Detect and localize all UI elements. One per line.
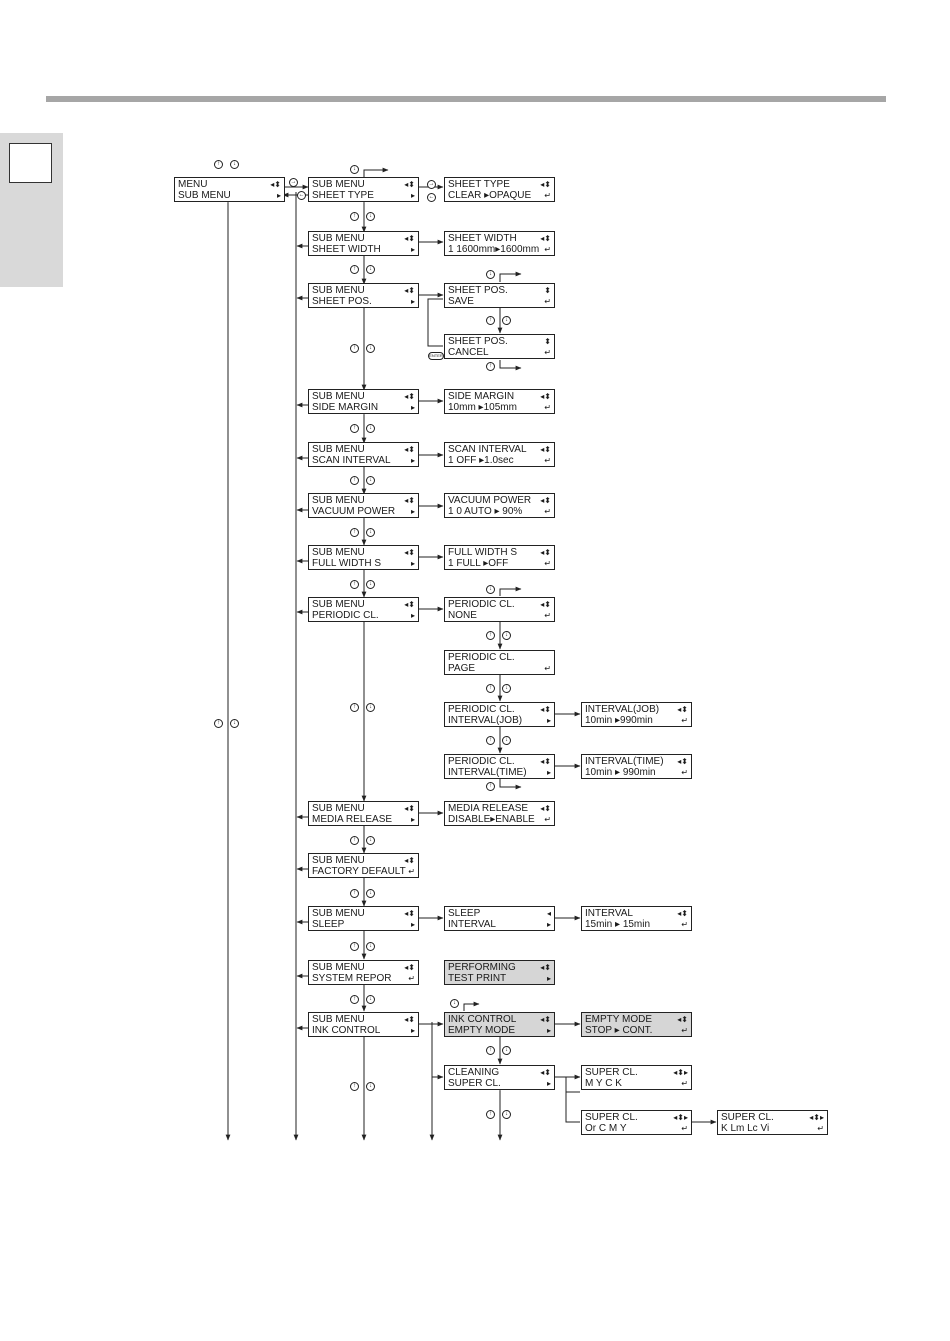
down-key-icon: ↓	[366, 476, 375, 485]
enter-icon: ↵	[544, 245, 551, 254]
enter-icon: ↵	[544, 664, 551, 673]
box-line-1: VACUUM POWER	[448, 495, 532, 506]
down-key-icon: ↓	[502, 1046, 511, 1055]
up-key-icon: ↑	[214, 719, 223, 728]
sheet-type-box	[444, 177, 555, 202]
nav-arrows-icon: ◂⬍	[677, 757, 688, 766]
nav-arrows-icon: ◂⬍	[404, 180, 415, 189]
up-key-icon: ↑	[350, 424, 359, 433]
enter-icon: ↵	[681, 920, 688, 929]
up-key-icon: ↑	[350, 1082, 359, 1091]
sub-factory-default-box	[308, 853, 419, 878]
sub-sleep-box	[308, 906, 419, 931]
nav-arrows-icon: ◂⬍	[540, 600, 551, 609]
nav-arrows-icon: ◂⬍	[540, 1015, 551, 1024]
nav-arrows-icon: ◂⬍	[404, 1015, 415, 1024]
nav-arrows-icon: ◂⬍	[677, 909, 688, 918]
box-line-2: FULL WIDTH S	[312, 558, 382, 569]
box-line-2: SHEET WIDTH	[312, 244, 381, 255]
box-line-1: SCAN INTERVAL	[448, 444, 527, 455]
down-key-icon: ↓	[366, 528, 375, 537]
enter-icon: ↵	[408, 867, 415, 876]
box-line-2: 1 0 AUTO ▸ 90%	[448, 506, 523, 517]
vacuum-power-box	[444, 493, 555, 518]
sub-scan-interval-box	[308, 442, 419, 467]
periodic-time-box	[444, 754, 555, 779]
nav-arrows-icon: ◂⬍	[404, 909, 415, 918]
right-key-icon: →	[428, 181, 435, 187]
enter-icon: ↵	[817, 1124, 824, 1133]
box-line-1: SUB MENU	[312, 908, 365, 919]
box-line-2: SIDE MARGIN	[312, 402, 379, 413]
nav-arrows-icon: ◂⬍	[404, 856, 415, 865]
box-line-2: CLEAR ▸OPAQUE	[448, 190, 532, 201]
down-key-icon: ↓	[366, 836, 375, 845]
down-key-icon: ↓	[366, 942, 375, 951]
box-line-2: FACTORY DEFAULT	[312, 866, 406, 877]
left-key-icon: ←	[428, 194, 435, 200]
periodic-job-box	[444, 702, 555, 727]
periodic-none-box	[444, 597, 555, 622]
up-key-icon: ↑	[350, 703, 359, 712]
box-line-1: PERIODIC CL.	[448, 756, 515, 767]
right-triangle-icon: ▸	[546, 1079, 551, 1088]
box-line-1: SHEET POS.	[448, 285, 508, 296]
up-key-icon: ↑	[350, 889, 359, 898]
down-key-icon: ↓	[450, 999, 459, 1008]
box-line-1: SUB MENU	[312, 391, 365, 402]
down-key-icon: ↓	[230, 160, 239, 169]
box-line-1: SUB MENU	[312, 599, 365, 610]
nav-arrows-icon: ◂⬍▸	[673, 1113, 688, 1122]
right-triangle-icon: ▸	[546, 974, 551, 983]
right-triangle-icon: ▸	[410, 507, 415, 516]
sub-side-margin-box	[308, 389, 419, 414]
box-line-1: SLEEP	[448, 908, 481, 919]
right-triangle-icon: ▸	[410, 245, 415, 254]
up-key-icon: ↑	[350, 942, 359, 951]
right-triangle-icon: ▸	[410, 403, 415, 412]
box-line-1: PERFORMING	[448, 962, 516, 973]
right-triangle-icon: ▸	[410, 1026, 415, 1035]
box-line-2: 10mm ▸105mm	[448, 402, 517, 413]
right-key-icon: →	[290, 179, 297, 185]
nav-arrows-icon: ◂⬍	[404, 445, 415, 454]
enter-icon: ↵	[544, 297, 551, 306]
up-key-icon: ↑	[350, 212, 359, 221]
box-line-2: SAVE	[448, 296, 474, 307]
down-key-icon: ↓	[230, 719, 239, 728]
down-key-icon: ↓	[366, 1082, 375, 1091]
up-key-icon: ↑	[486, 631, 495, 640]
down-key-icon: ↓	[366, 212, 375, 221]
box-line-1: PERIODIC CL.	[448, 652, 515, 663]
interval-time-box	[581, 754, 692, 779]
right-triangle-icon: ▸	[410, 456, 415, 465]
box-line-1: SHEET TYPE	[448, 179, 510, 190]
sub-media-release-box	[308, 801, 419, 826]
down-key-icon: ↓	[366, 703, 375, 712]
nav-arrows-icon: ◂⬍	[540, 548, 551, 557]
box-line-1: SUB MENU	[312, 855, 365, 866]
box-line-2: SHEET TYPE	[312, 190, 374, 201]
up-key-icon: ↑	[350, 995, 359, 1004]
nav-arrows-icon: ◂⬍	[404, 496, 415, 505]
down-key-icon: ↓	[486, 270, 495, 279]
empty-mode-box	[581, 1012, 692, 1037]
nav-arrows-icon: ◂⬍	[540, 757, 551, 766]
nav-arrows-icon: ◂⬍	[540, 705, 551, 714]
enter-icon: ↵	[681, 768, 688, 777]
box-line-2: INTERVAL(JOB)	[448, 715, 523, 726]
enter-icon: ↵	[681, 1124, 688, 1133]
up-key-icon: ↑	[486, 316, 495, 325]
left-triangle-icon: ◂	[546, 909, 551, 918]
media-release-box	[444, 801, 555, 826]
box-line-1: INTERVAL(JOB)	[585, 704, 660, 715]
box-line-2: 1 OFF ▸1.0sec	[448, 455, 514, 466]
box-line-1: SUB MENU	[312, 803, 365, 814]
nav-arrows-icon: ◂⬍	[540, 445, 551, 454]
up-key-icon: ↑	[214, 160, 223, 169]
box-line-2: SLEEP	[312, 919, 345, 930]
sleep-box	[444, 906, 555, 931]
nav-arrows-icon: ◂⬍▸	[809, 1113, 824, 1122]
box-line-1: SUPER CL.	[585, 1067, 638, 1078]
performing-test-print-box	[444, 960, 555, 985]
box-line-1: CLEANING	[448, 1067, 500, 1078]
box-line-2: PAGE	[448, 663, 476, 674]
box-line-1: SUB MENU	[312, 444, 365, 455]
up-key-icon: ↑	[350, 836, 359, 845]
box-line-2: EMPTY MODE	[448, 1025, 516, 1036]
nav-arrows-icon: ◂⬍	[404, 234, 415, 243]
box-line-2: 10min ▸ 990min	[585, 767, 656, 778]
box-line-2: 1 FULL ▸OFF	[448, 558, 509, 569]
menu-root-box	[174, 177, 285, 202]
box-line-1: SUB MENU	[312, 179, 365, 190]
up-key-icon: ↑	[350, 265, 359, 274]
nav-arrows-icon: ◂⬍	[540, 392, 551, 401]
down-key-icon: ↓	[502, 736, 511, 745]
box-line-2: INK CONTROL	[312, 1025, 381, 1036]
nav-arrows-icon: ◂⬍	[540, 1068, 551, 1077]
interval-job-box	[581, 702, 692, 727]
down-key-icon: ↓	[502, 684, 511, 693]
box-line-2: Or C M Y	[585, 1123, 627, 1134]
box-line-1: FULL WIDTH S	[448, 547, 518, 558]
scan-interval-box	[444, 442, 555, 467]
box-line-2: SYSTEM REPOR	[312, 973, 392, 984]
sheet-pos-cancel-box	[444, 334, 555, 359]
down-key-icon: ↓	[366, 265, 375, 274]
down-key-icon: ↓	[366, 889, 375, 898]
sub-periodic-box	[308, 597, 419, 622]
sub-sheet-type-box	[308, 177, 419, 202]
enter-icon: ↵	[681, 1026, 688, 1035]
down-key-icon: ↓	[502, 316, 511, 325]
right-triangle-icon: ▸	[276, 191, 281, 200]
box-line-1: SUB MENU	[312, 233, 365, 244]
nav-arrows-icon: ◂⬍	[404, 286, 415, 295]
down-key-icon: ↓	[366, 580, 375, 589]
box-line-1: SUPER CL.	[721, 1112, 774, 1123]
box-line-1: SUB MENU	[312, 285, 365, 296]
nav-arrows-icon: ◂⬍	[404, 548, 415, 557]
enter-icon: ↵	[681, 716, 688, 725]
sub-sheet-pos-box	[308, 283, 419, 308]
sheet-width-box	[444, 231, 555, 256]
up-key-icon: ↑	[350, 580, 359, 589]
box-line-2: NONE	[448, 610, 477, 621]
up-key-icon: ↑	[486, 782, 495, 791]
nav-arrows-icon: ◂⬍	[540, 496, 551, 505]
chapter-number-box	[9, 143, 52, 183]
super-cl-klmlcvi-box	[717, 1110, 828, 1135]
box-line-2: DISABLE▸ENABLE	[448, 814, 535, 825]
box-line-1: SUB MENU	[312, 495, 365, 506]
enter-icon: ↵	[408, 974, 415, 983]
enter-icon: ↵	[544, 559, 551, 568]
box-line-1: PERIODIC CL.	[448, 599, 515, 610]
enter-icon: ↵	[544, 456, 551, 465]
box-line-1: INTERVAL	[585, 908, 633, 919]
enter-icon: ↵	[544, 611, 551, 620]
left-key-icon: ←	[298, 192, 305, 198]
box-line-2: K Lm Lc Vi	[721, 1123, 770, 1134]
up-key-icon: ↑	[486, 736, 495, 745]
box-line-2: 1 1600mm▸1600mm	[448, 244, 540, 255]
up-down-icon: ⬍	[544, 337, 551, 346]
box-line-2: INTERVAL	[448, 919, 496, 930]
box-line-2: MEDIA RELEASE	[312, 814, 393, 825]
box-line-1: SUB MENU	[312, 1014, 365, 1025]
up-key-icon: ↑	[350, 476, 359, 485]
box-line-1: INTERVAL(TIME)	[585, 756, 664, 767]
down-key-icon: ↓	[366, 424, 375, 433]
periodic-page-box	[444, 650, 555, 675]
right-triangle-icon: ▸	[410, 920, 415, 929]
right-triangle-icon: ▸	[546, 920, 551, 929]
up-key-icon: ↑	[350, 344, 359, 353]
box-line-1: SUPER CL.	[585, 1112, 638, 1123]
box-line-1: INK CONTROL	[448, 1014, 517, 1025]
right-triangle-icon: ▸	[410, 191, 415, 200]
right-triangle-icon: ▸	[546, 1026, 551, 1035]
top-rule	[46, 96, 886, 102]
right-triangle-icon: ▸	[410, 559, 415, 568]
box-line-2: SCAN INTERVAL	[312, 455, 391, 466]
right-triangle-icon: ▸	[546, 768, 551, 777]
box-line-2: 10min ▸990min	[585, 715, 653, 726]
box-line-1: SHEET POS.	[448, 336, 508, 347]
down-key-icon: ↓	[502, 1110, 511, 1119]
nav-arrows-icon: ◂⬍	[540, 963, 551, 972]
super-cl-mycK-box	[581, 1065, 692, 1090]
super-cl-orcmy-box	[581, 1110, 692, 1135]
nav-arrows-icon: ◂⬍	[540, 234, 551, 243]
nav-arrows-icon: ◂⬍	[404, 963, 415, 972]
enter-key-icon: ENTER	[429, 353, 443, 358]
nav-arrows-icon: ◂⬍	[404, 600, 415, 609]
down-key-icon: ↓	[366, 995, 375, 1004]
down-key-icon: ↓	[486, 585, 495, 594]
nav-arrows-icon: ◂⬍	[677, 1015, 688, 1024]
box-line-2: INTERVAL(TIME)	[448, 767, 527, 778]
box-line-2: SUB MENU	[178, 190, 231, 201]
down-key-icon: ↓	[502, 631, 511, 640]
box-line-1: SIDE MARGIN	[448, 391, 515, 402]
up-key-icon: ↑	[486, 362, 495, 371]
box-line-2: 15min ▸ 15min	[585, 919, 651, 930]
box-line-2: SUPER CL.	[448, 1078, 501, 1089]
box-line-1: EMPTY MODE	[585, 1014, 653, 1025]
sleep-interval-box	[581, 906, 692, 931]
enter-icon: ↵	[544, 815, 551, 824]
box-line-1: SUB MENU	[312, 962, 365, 973]
enter-icon: ↵	[681, 1079, 688, 1088]
sub-system-report-box	[308, 960, 419, 985]
right-triangle-icon: ▸	[546, 716, 551, 725]
enter-icon: ↵	[544, 348, 551, 357]
box-line-1: MENU	[178, 179, 208, 190]
right-triangle-icon: ▸	[410, 815, 415, 824]
up-key-icon: ↑	[350, 528, 359, 537]
box-line-2: CANCEL	[448, 347, 489, 358]
cleaning-super-cl-box	[444, 1065, 555, 1090]
box-line-2: TEST PRINT	[448, 973, 507, 984]
down-key-icon: ↓	[366, 344, 375, 353]
nav-arrows-icon: ◂⬍	[677, 705, 688, 714]
nav-arrows-icon: ◂⬍▸	[673, 1068, 688, 1077]
right-triangle-icon: ▸	[410, 611, 415, 620]
nav-arrows-icon: ◂⬍	[540, 180, 551, 189]
up-key-icon: ↑	[486, 684, 495, 693]
box-line-1: PERIODIC CL.	[448, 704, 515, 715]
box-line-1: SHEET WIDTH	[448, 233, 517, 244]
box-line-2: STOP ▸ CONT.	[585, 1025, 653, 1036]
box-line-2: PERIODIC CL.	[312, 610, 379, 621]
full-width-box	[444, 545, 555, 570]
nav-arrows-icon: ◂⬍	[404, 804, 415, 813]
enter-icon: ↵	[544, 403, 551, 412]
ink-empty-mode-box	[444, 1012, 555, 1037]
down-key-icon: ↓	[350, 165, 359, 174]
box-line-1: MEDIA RELEASE	[448, 803, 529, 814]
up-key-icon: ↑	[486, 1046, 495, 1055]
sub-ink-control-box	[308, 1012, 419, 1037]
up-down-icon: ⬍	[544, 286, 551, 295]
right-triangle-icon: ▸	[410, 297, 415, 306]
nav-arrows-icon: ◂⬍	[270, 180, 281, 189]
sheet-pos-save-box	[444, 283, 555, 308]
box-line-2: M Y C K	[585, 1078, 622, 1089]
side-margin-box	[444, 389, 555, 414]
enter-icon: ↵	[544, 191, 551, 200]
nav-arrows-icon: ◂⬍	[404, 392, 415, 401]
sub-vacuum-power-box	[308, 493, 419, 518]
box-line-2: VACUUM POWER	[312, 506, 396, 517]
box-line-2: SHEET POS.	[312, 296, 372, 307]
up-key-icon: ↑	[486, 1110, 495, 1119]
sub-full-width-box	[308, 545, 419, 570]
enter-icon: ↵	[544, 507, 551, 516]
nav-arrows-icon: ◂⬍	[540, 804, 551, 813]
sub-sheet-width-box	[308, 231, 419, 256]
box-line-1: SUB MENU	[312, 547, 365, 558]
